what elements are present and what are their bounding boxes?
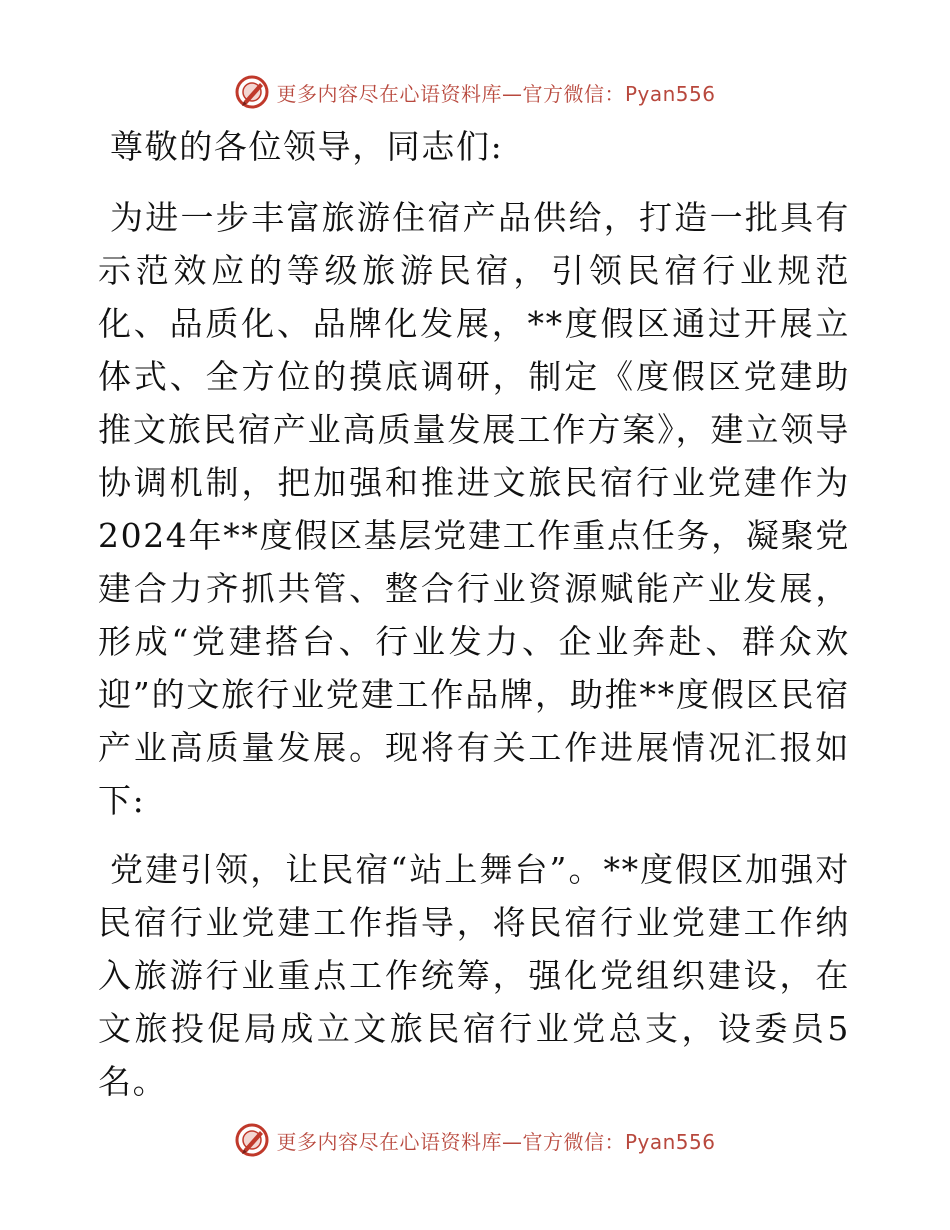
greeting: 尊敬的各位领导，同志们:: [110, 127, 504, 166]
watermark-header: [0, 72, 950, 112]
watermark-footer: [0, 1120, 950, 1160]
paragraph-2: 党建引领，让民宿“站上舞台”。**度假区加强对民宿行业党建工作指导，将民宿行业党建工作纳入旅游行业重点工作统筹，强化党组织建设，在文旅投促局成立文旅民宿行业党总支，设委员5名。: [98, 850, 850, 1101]
document-body: [98, 120, 850, 1124]
watermark-text: 更多内容尽在心语资料库—官方微信：Pyan556: [276, 1129, 716, 1154]
watermark-text: 更多内容尽在心语资料库—官方微信：Pyan556: [276, 81, 716, 106]
pen-nib-logo-icon: [234, 1122, 270, 1158]
pen-nib-logo-icon: [234, 74, 270, 110]
paragraph-1: 为进一步丰富旅游住宿产品供给，打造一批具有示范效应的等级旅游民宿，引领民宿行业规范化、品质化、品牌化发展，**度假区通过开展立体式、全方位的摸底调研，制定《度假区党建助推文旅民宿产业高质量发展工作方案》，建立领导协调机制，把加强和推进文旅民宿行业党建作为2024年**度假区基层党建工作重点任务，凝聚党建合力齐抓共管、整合行业资源赋能产业发展，形成“党建搭台、行业发力、企业奔赴、群众欢迎”的文旅行业党建工作品牌，助推**度假区民宿产业高质量发展。现将有关工作进展情况汇报如下:: [98, 198, 850, 820]
